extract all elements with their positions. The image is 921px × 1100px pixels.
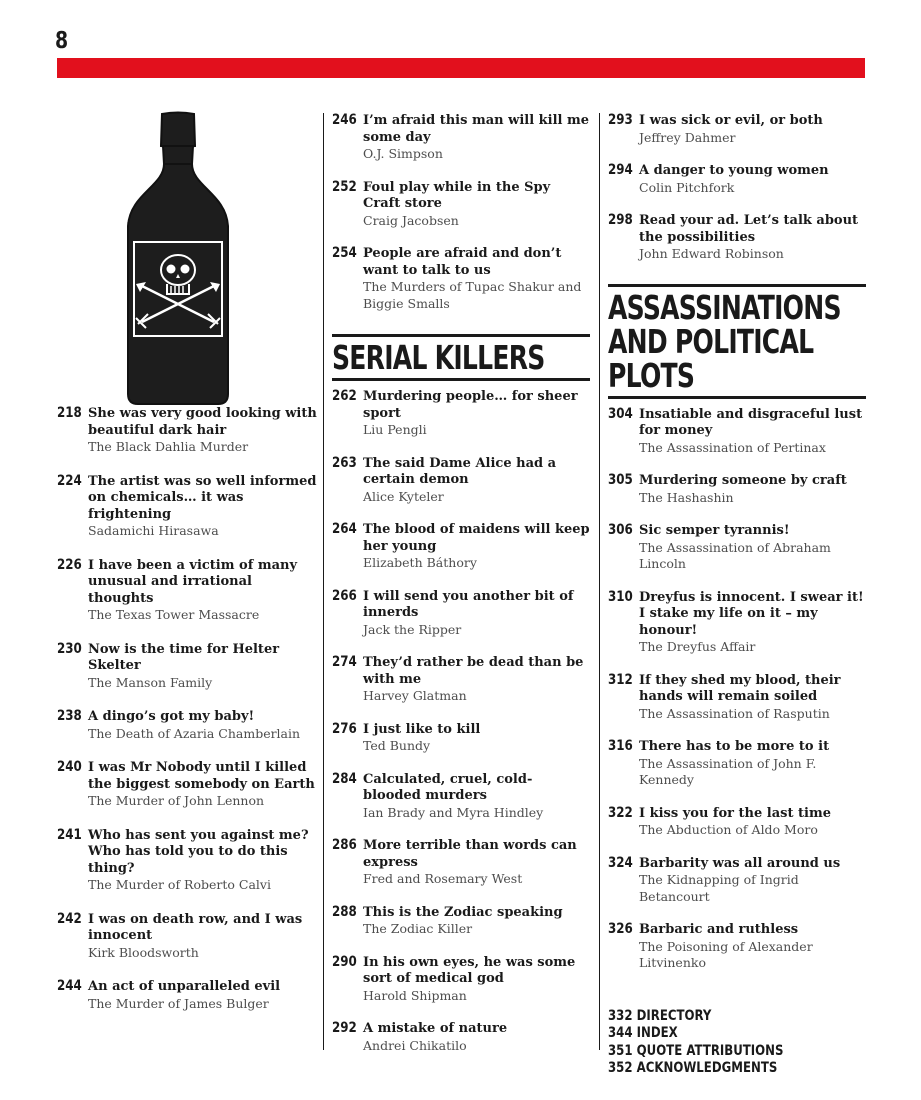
entry-title: People are afraid and don’t want to talk to us bbox=[363, 246, 562, 278]
entry-title: Calculated, cruel, cold-blooded murders bbox=[363, 771, 533, 803]
entry-page-number: 304 bbox=[608, 405, 633, 422]
entry-subtitle: The Assassination of Pertinax bbox=[639, 439, 826, 455]
toc-entry[interactable] bbox=[332, 389, 590, 439]
entry-title: Foul play while in the Spy Craft store bbox=[363, 179, 551, 211]
entry-page-number: 305 bbox=[608, 472, 633, 488]
section-heading bbox=[608, 284, 866, 399]
entry-page-number: 264 bbox=[332, 521, 357, 537]
entry-subtitle: Alice Kyteler bbox=[363, 488, 444, 504]
toc-entry[interactable] bbox=[57, 709, 319, 742]
entry-subtitle: Harold Shipman bbox=[363, 987, 467, 1003]
entry-subtitle: The Assassination of Rasputin bbox=[639, 705, 830, 721]
entry-page-number: 286 bbox=[332, 837, 357, 853]
entry-title: Sic semper tyrannis! bbox=[639, 523, 790, 538]
toc-entry[interactable] bbox=[57, 406, 319, 456]
entry-subtitle: Craig Jacobsen bbox=[363, 212, 459, 228]
entry-page-number: 242 bbox=[57, 910, 82, 927]
entry-subtitle: The Dreyfus Affair bbox=[639, 639, 756, 654]
toc-column-1 bbox=[57, 406, 319, 1012]
entry-subtitle: Colin Pitchfork bbox=[639, 179, 735, 195]
toc-entry[interactable] bbox=[608, 856, 866, 906]
toc-entry[interactable] bbox=[332, 1021, 590, 1054]
toc-entry[interactable] bbox=[57, 474, 319, 540]
entry-subtitle: The Murders of Tupac Shakur and Biggie Smalls bbox=[363, 279, 582, 311]
entry-page-number: 263 bbox=[332, 454, 357, 471]
entry-page-number: 292 bbox=[332, 1020, 357, 1036]
toc-entry[interactable] bbox=[332, 246, 590, 312]
entry-page-number: 306 bbox=[608, 522, 633, 538]
entry-page-number: 298 bbox=[608, 212, 633, 228]
entry-title: Barbarity was all around us bbox=[639, 855, 841, 871]
entry-subtitle: The Abduction of Aldo Moro bbox=[639, 822, 818, 837]
entry-title: The blood of maidens will keep her young bbox=[363, 522, 590, 554]
toc-entry[interactable] bbox=[608, 213, 866, 263]
entry-subtitle: Harvey Glatman bbox=[363, 688, 467, 703]
toc-entry[interactable] bbox=[608, 407, 866, 457]
toc-entry[interactable] bbox=[332, 589, 590, 639]
entry-title: I was on death row, and I was innocent bbox=[88, 911, 303, 943]
toc-entry[interactable] bbox=[332, 772, 590, 822]
entry-subtitle: The Assassination of John F. Kennedy bbox=[639, 755, 817, 787]
entry-title: The artist was so well informed on chemicals… it was frightening bbox=[88, 473, 317, 522]
entry-subtitle: Ted Bundy bbox=[363, 738, 431, 753]
entry-subtitle: Fred and Rosemary West bbox=[363, 871, 523, 886]
toc-entry[interactable] bbox=[332, 180, 590, 230]
entry-title: I was sick or evil, or both bbox=[639, 113, 823, 128]
toc-entry[interactable] bbox=[608, 739, 866, 789]
endmatter-acknowledgments-link[interactable]: 352 ACKNOWLEDGMENTS bbox=[608, 1060, 778, 1076]
entry-title: A mistake of nature bbox=[363, 1021, 508, 1036]
toc-entry[interactable] bbox=[608, 806, 866, 839]
entry-page-number: 230 bbox=[57, 640, 82, 657]
entry-page-number: 284 bbox=[332, 770, 357, 787]
entry-page-number: 274 bbox=[332, 654, 357, 670]
section-title: SERIAL KILLERS bbox=[332, 338, 545, 377]
entry-subtitle: Liu Pengli bbox=[363, 422, 427, 437]
entry-subtitle: The Murder of John Lennon bbox=[88, 793, 265, 808]
entry-title: Barbaric and ruthless bbox=[639, 922, 799, 937]
entry-title: I will send you another bit of innerds bbox=[363, 588, 574, 620]
entry-page-number: 262 bbox=[332, 388, 357, 404]
section-heading bbox=[332, 334, 590, 381]
entry-page-number: 238 bbox=[57, 708, 82, 724]
section-title: ASSASSINATIONS AND POLITICAL PLOTS bbox=[608, 287, 841, 395]
entry-page-number: 290 bbox=[332, 953, 357, 970]
entry-title: I’m afraid this man will kill me some day bbox=[363, 113, 590, 145]
entry-page-number: 226 bbox=[57, 556, 82, 573]
toc-column-3 bbox=[608, 113, 866, 1078]
entry-title: They’d rather be dead than be with me bbox=[363, 655, 584, 687]
entry-title: More terrible than words can express bbox=[363, 838, 577, 870]
toc-entry[interactable] bbox=[57, 979, 319, 1012]
entry-title: A danger to young women bbox=[639, 163, 829, 178]
entry-subtitle: The Death of Azaria Chamberlain bbox=[88, 725, 301, 741]
toc-entry[interactable] bbox=[57, 760, 319, 810]
entry-title: In his own eyes, he was some sort of medical god bbox=[363, 954, 576, 986]
toc-entry[interactable] bbox=[608, 113, 866, 146]
entry-title: An act of unparalleled evil bbox=[88, 979, 281, 994]
entry-page-number: 276 bbox=[332, 720, 357, 737]
entry-page-number: 241 bbox=[57, 826, 82, 843]
entry-title: I have been a victim of many unusual and irrational thoughts bbox=[88, 557, 297, 606]
entry-page-number: 310 bbox=[608, 588, 633, 605]
entry-page-number: 266 bbox=[332, 587, 357, 604]
header-bar bbox=[57, 58, 865, 78]
endmatter-directory-link[interactable]: 332 DIRECTORY bbox=[608, 1007, 712, 1024]
page-number: 8 bbox=[55, 28, 69, 54]
entry-title: Insatiable and disgraceful lust for money bbox=[639, 406, 863, 438]
toc-entry[interactable] bbox=[57, 912, 319, 962]
entry-subtitle: Jack the Ripper bbox=[363, 621, 462, 637]
entry-subtitle: Kirk Bloodsworth bbox=[88, 944, 199, 960]
toc-entry[interactable] bbox=[608, 673, 866, 723]
endmatter-list bbox=[608, 1008, 866, 1078]
poison-bottle-illustration bbox=[118, 108, 238, 408]
entry-title: I kiss you for the last time bbox=[639, 805, 831, 821]
entry-page-number: 254 bbox=[332, 245, 357, 261]
entry-subtitle: John Edward Robinson bbox=[639, 246, 784, 261]
entry-subtitle: Ian Brady and Myra Hindley bbox=[363, 804, 544, 820]
column-divider bbox=[599, 113, 600, 1050]
toc-entry[interactable] bbox=[332, 655, 590, 705]
entry-page-number: 293 bbox=[608, 112, 633, 128]
entry-title: There has to be more to it bbox=[639, 739, 830, 754]
entry-title: If they shed my blood, their hands will remain soiled bbox=[639, 672, 841, 704]
toc-entry[interactable] bbox=[57, 558, 319, 624]
toc-entry[interactable] bbox=[57, 642, 319, 692]
toc-entry[interactable] bbox=[57, 828, 319, 894]
entry-page-number: 316 bbox=[608, 738, 633, 754]
toc-entry[interactable] bbox=[332, 955, 590, 1005]
toc-entry[interactable] bbox=[608, 922, 866, 972]
endmatter-index-link[interactable]: 344 INDEX bbox=[608, 1025, 678, 1041]
toc-entry[interactable] bbox=[332, 905, 590, 938]
toc-entry[interactable] bbox=[332, 722, 590, 755]
entry-subtitle: The Poisoning of Alexander Litvinenko bbox=[639, 938, 813, 970]
entry-subtitle: The Texas Tower Massacre bbox=[88, 607, 260, 622]
entry-subtitle: The Hashashin bbox=[639, 489, 734, 505]
toc-entry[interactable] bbox=[332, 522, 590, 572]
entry-title: I just like to kill bbox=[363, 721, 481, 737]
entry-title: This is the Zodiac speaking bbox=[363, 904, 563, 920]
column-divider bbox=[323, 113, 324, 1050]
entry-title: Murdering someone by craft bbox=[639, 473, 847, 488]
entry-page-number: 252 bbox=[332, 178, 357, 195]
toc-entry[interactable] bbox=[332, 456, 590, 506]
endmatter-quote-attributions-link[interactable]: 351 QUOTE ATTRIBUTIONS bbox=[608, 1042, 784, 1059]
entry-subtitle: The Murder of James Bulger bbox=[88, 995, 269, 1011]
entry-title: I was Mr Nobody until I killed the biggest somebody on Earth bbox=[88, 760, 315, 792]
entry-subtitle: Sadamichi Hirasawa bbox=[88, 523, 219, 538]
entry-title: Now is the time for Helter Skelter bbox=[88, 641, 280, 673]
entry-subtitle: The Murder of Roberto Calvi bbox=[88, 877, 271, 892]
entry-subtitle: The Manson Family bbox=[88, 674, 213, 690]
toc-column-2 bbox=[332, 113, 590, 1054]
entry-page-number: 244 bbox=[57, 978, 82, 994]
entry-subtitle: The Kidnapping of Ingrid Betancourt bbox=[639, 872, 799, 904]
entry-subtitle: Elizabeth Báthory bbox=[363, 555, 477, 570]
toc-entry[interactable] bbox=[332, 113, 590, 163]
entry-page-number: 312 bbox=[608, 671, 633, 688]
entry-page-number: 322 bbox=[608, 804, 633, 821]
entry-page-number: 324 bbox=[608, 854, 633, 871]
entry-subtitle: The Zodiac Killer bbox=[363, 921, 473, 936]
entry-title: A dingo’s got my baby! bbox=[88, 709, 255, 724]
entry-subtitle: The Black Dahlia Murder bbox=[88, 439, 249, 454]
toc-entry[interactable] bbox=[608, 473, 866, 506]
entry-page-number: 246 bbox=[332, 112, 357, 128]
entry-title: Who has sent you against me? Who has told you to do this thing? bbox=[88, 827, 309, 876]
entry-subtitle: Jeffrey Dahmer bbox=[639, 129, 736, 145]
entry-page-number: 218 bbox=[57, 405, 82, 421]
entry-title: The said Dame Alice had a certain demon bbox=[363, 455, 557, 487]
entry-page-number: 288 bbox=[332, 903, 357, 920]
toc-entry[interactable] bbox=[608, 590, 866, 656]
toc-entry[interactable] bbox=[332, 838, 590, 888]
entry-subtitle: O.J. Simpson bbox=[363, 146, 443, 161]
toc-entry[interactable] bbox=[608, 523, 866, 573]
entry-title: Dreyfus is innocent. I swear it! I stake my life on it – my honour! bbox=[639, 589, 864, 638]
entry-page-number: 326 bbox=[608, 921, 633, 937]
entry-page-number: 240 bbox=[57, 759, 82, 775]
entry-title: Murdering people… for sheer sport bbox=[363, 389, 578, 421]
entry-subtitle: The Assassination of Abraham Lincoln bbox=[639, 539, 831, 571]
entry-title: Read your ad. Let’s talk about the possibilities bbox=[639, 213, 859, 245]
entry-subtitle: Andrei Chikatilo bbox=[363, 1037, 467, 1053]
entry-page-number: 294 bbox=[608, 162, 633, 178]
toc-entry[interactable] bbox=[608, 163, 866, 196]
entry-title: She was very good looking with beautiful dark hair bbox=[88, 406, 317, 438]
entry-page-number: 224 bbox=[57, 472, 82, 489]
